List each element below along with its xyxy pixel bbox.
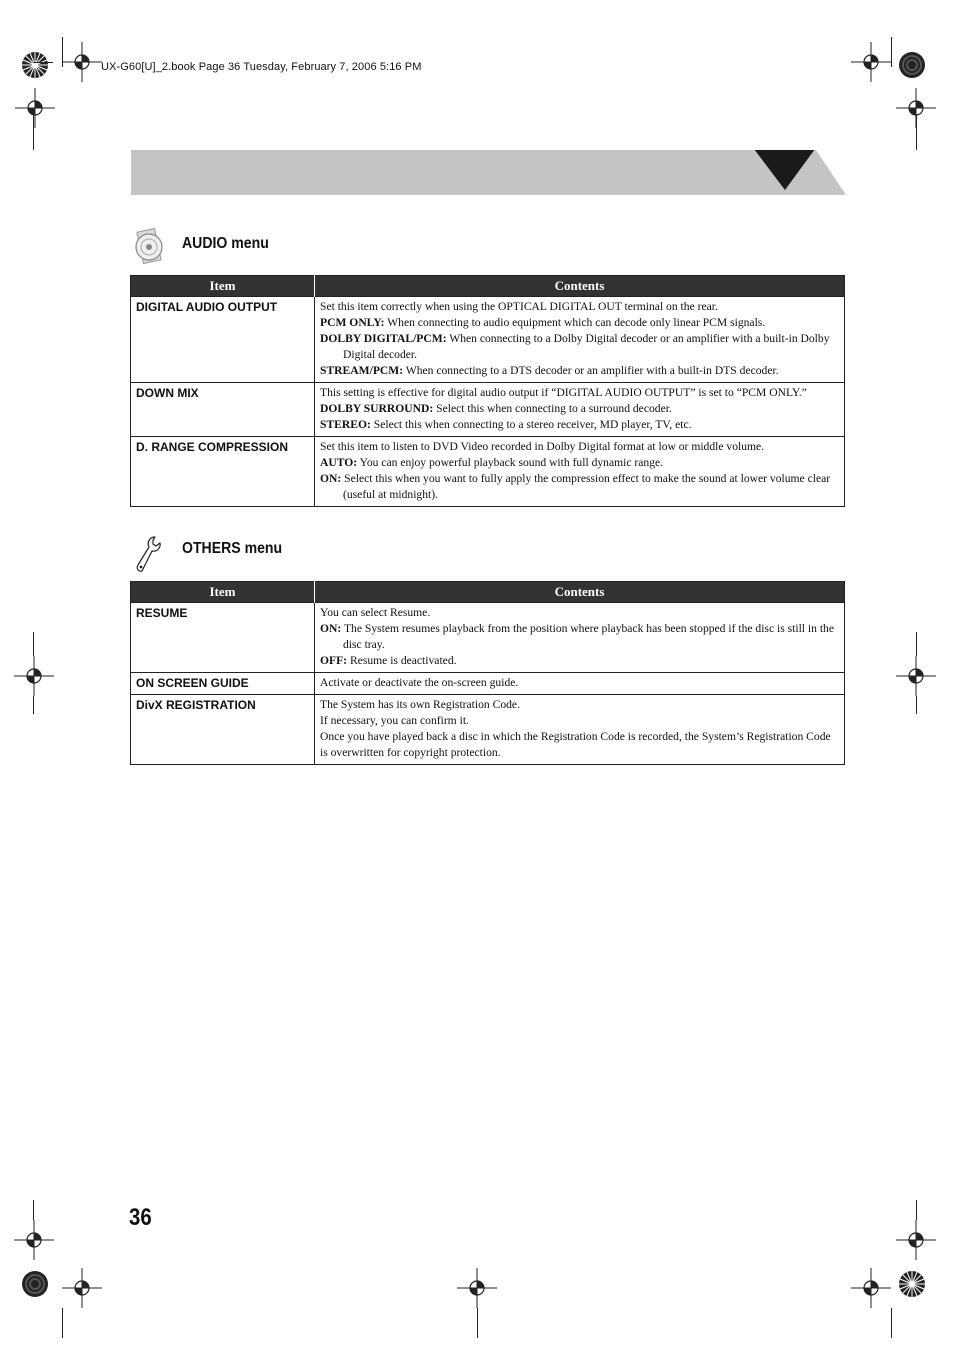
row-contents: [315, 297, 845, 383]
table-row: [131, 695, 845, 765]
contents-line: [320, 471, 839, 503]
contents-line: [320, 315, 839, 331]
header-band: [131, 150, 846, 195]
row-item-label: DIGITAL AUDIO OUTPUT: [131, 297, 315, 383]
option-text: If necessary, you can confirm it.: [320, 714, 469, 727]
trim-line: [916, 696, 917, 714]
option-label: PCM ONLY:: [320, 316, 385, 329]
option-label: ON:: [320, 622, 342, 635]
print-header: UX-G60[U]_2.book Page 36 Tuesday, February 7, 2006 5:16 PM: [101, 61, 422, 73]
trim-line: [62, 1308, 63, 1338]
contents-line: [320, 417, 839, 433]
trim-line: [916, 115, 917, 150]
audio-menu-title: AUDIO menu: [182, 235, 269, 252]
table-row: [131, 437, 845, 507]
option-text: You can enjoy powerful playback sound with full dynamic range.: [357, 456, 664, 469]
trim-line: [33, 632, 34, 656]
contents-line: [320, 729, 839, 761]
crosshair-mark: [14, 1220, 54, 1260]
contents-line: [320, 363, 839, 379]
option-text: Select this when you want to fully apply the compression effect to make the sound at lower volume clear (useful at midnight).: [341, 472, 831, 501]
trim-line: [33, 115, 34, 150]
trim-line: [62, 37, 63, 67]
option-text: When connecting to a DTS decoder or an amplifier with a built-in DTS decoder.: [403, 364, 779, 377]
contents-line: [320, 439, 839, 455]
column-header-contents: Contents: [315, 582, 845, 603]
trim-line: [33, 696, 34, 714]
audio-rows: [131, 297, 845, 507]
row-item-label: RESUME: [131, 603, 315, 673]
contents-line: [320, 713, 839, 729]
option-label: STREAM/PCM:: [320, 364, 404, 377]
trim-line: [891, 1308, 892, 1338]
row-item-label: DOWN MIX: [131, 383, 315, 437]
table-header-row: [131, 276, 845, 297]
crosshair-mark: [896, 656, 936, 696]
option-text: When connecting to a Dolby Digital decoder or an amplifier with a built-in Dolby Digital decoder.: [343, 332, 830, 361]
row-item-label: DivX REGISTRATION: [131, 695, 315, 765]
crosshair-mark: [851, 1268, 891, 1308]
row-item-label: ON SCREEN GUIDE: [131, 673, 315, 695]
crosshair-mark: [62, 42, 102, 82]
trim-line: [33, 1200, 34, 1220]
option-text: Once you have played back a disc in which the Registration Code is recorded, the System’s Registration Code is overwritten for copyright protection.: [320, 730, 831, 759]
registration-burst-top-right: [898, 51, 926, 79]
table-row: [131, 603, 845, 673]
option-text: When connecting to audio equipment which can decode only linear PCM signals.: [384, 316, 766, 329]
option-label: DOLBY DIGITAL/PCM:: [320, 332, 447, 345]
crosshair-mark: [851, 42, 891, 82]
column-header-item: Item: [131, 276, 315, 297]
trim-line: [916, 1200, 917, 1220]
option-text: Activate or deactivate the on-screen guide.: [320, 676, 519, 689]
option-text: Select this when connecting to a surround decoder.: [433, 402, 672, 415]
crosshair-mark: [896, 1220, 936, 1260]
crosshair-mark: [15, 88, 55, 128]
row-contents: [315, 673, 845, 695]
option-label: STEREO:: [320, 418, 371, 431]
option-text: This setting is effective for digital audio output if “DIGITAL AUDIO OUTPUT” is set to “PCM ONLY.”: [320, 386, 807, 399]
option-label: ON:: [320, 472, 342, 485]
contents-line: [320, 385, 839, 401]
option-text: The System has its own Registration Code.: [320, 698, 520, 711]
others-rows: [131, 603, 845, 765]
contents-line: [320, 455, 839, 471]
option-label: OFF:: [320, 654, 348, 667]
wrench-icon: [135, 535, 163, 580]
audio-menu-table: [130, 275, 845, 507]
disc-icon: [132, 227, 166, 270]
registration-burst-bottom-left: [21, 1270, 49, 1298]
crosshair-mark: [62, 1268, 102, 1308]
trim-line: [33, 62, 53, 63]
contents-line: [320, 653, 839, 669]
others-menu-title: OTHERS menu: [182, 540, 283, 557]
contents-line: [320, 621, 839, 653]
option-text: Set this item correctly when using the OPTICAL DIGITAL OUT terminal on the rear.: [320, 300, 718, 313]
option-label: DOLBY SURROUND:: [320, 402, 434, 415]
option-text: The System resumes playback from the position where playback has been stopped if the disc is still in the disc tray.: [341, 622, 834, 651]
trim-line: [891, 37, 892, 67]
trim-line: [477, 1308, 478, 1338]
option-text: Set this item to listen to DVD Video recorded in Dolby Digital format at low or middle volume.: [320, 440, 765, 453]
contents-line: [320, 675, 839, 691]
contents-line: [320, 697, 839, 713]
option-text: You can select Resume.: [320, 606, 431, 619]
contents-line: [320, 331, 839, 363]
registration-burst-top-left: [21, 51, 49, 79]
others-menu-table: [130, 581, 845, 765]
column-header-contents: Contents: [315, 276, 845, 297]
option-text: Resume is deactivated.: [347, 654, 457, 667]
table-row: [131, 383, 845, 437]
contents-line: [320, 401, 839, 417]
table-row: [131, 297, 845, 383]
row-contents: [315, 383, 845, 437]
page-number: 36: [129, 1204, 152, 1231]
row-contents: [315, 603, 845, 673]
row-item-label: D. RANGE COMPRESSION: [131, 437, 315, 507]
table-header-row: [131, 582, 845, 603]
contents-line: [320, 605, 839, 621]
option-label: AUTO:: [320, 456, 358, 469]
trim-line: [916, 632, 917, 656]
crosshair-mark: [14, 656, 54, 696]
crosshair-mark: [457, 1268, 497, 1308]
option-text: Select this when connecting to a stereo receiver, MD player, TV, etc.: [370, 418, 692, 431]
registration-burst-bottom-right: [898, 1270, 926, 1298]
table-row: [131, 673, 845, 695]
column-header-item: Item: [131, 582, 315, 603]
contents-line: [320, 299, 839, 315]
row-contents: [315, 437, 845, 507]
row-contents: [315, 695, 845, 765]
